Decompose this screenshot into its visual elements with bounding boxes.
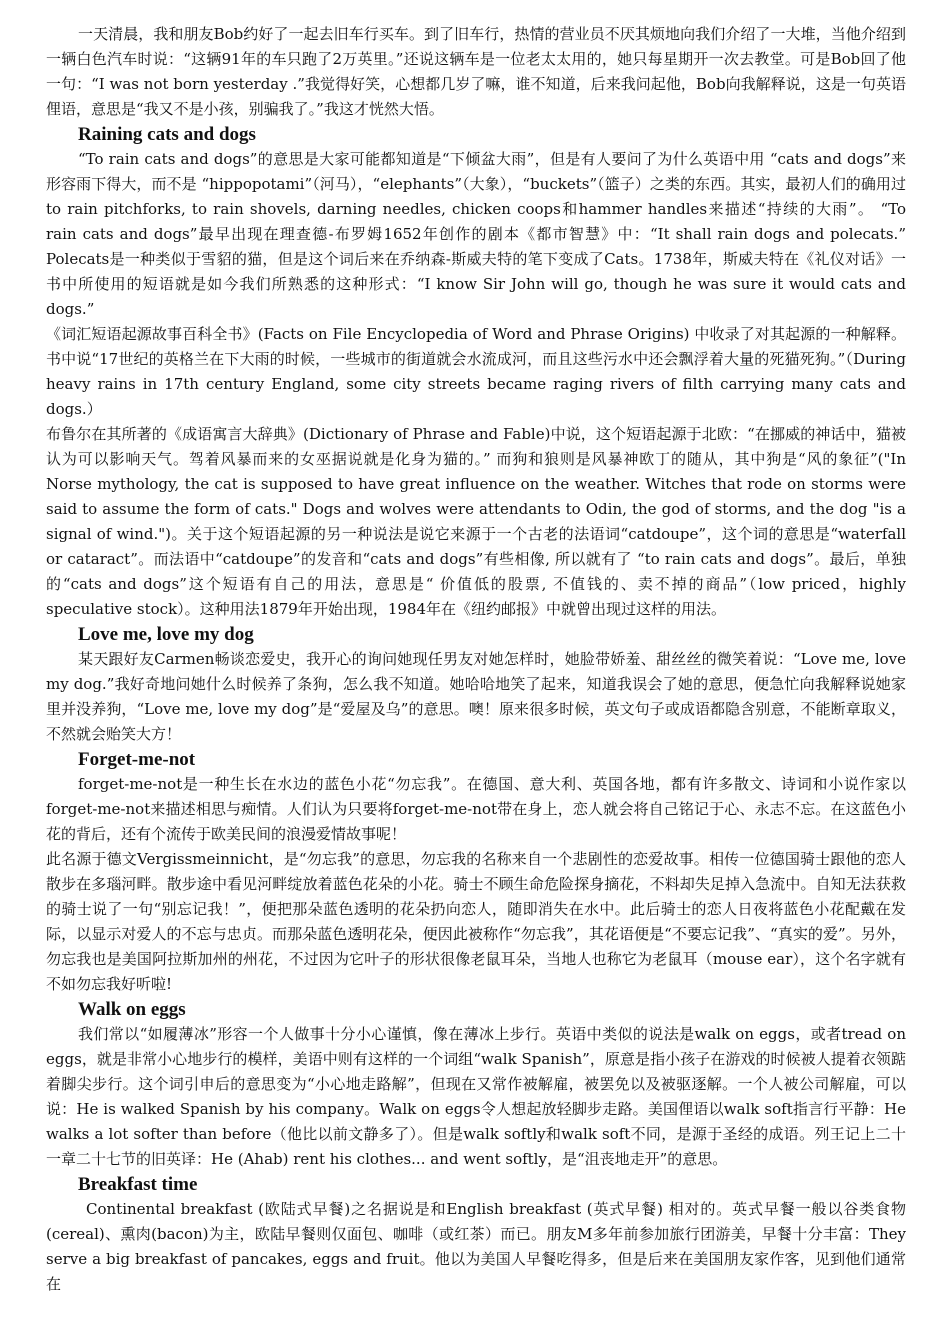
heading-walk-on-eggs: Walk on eggs [78, 999, 186, 1020]
walk-paragraph-1: 我们常以“如履薄冰”形容一个人做事十分小心谨慎，像在薄冰上步行。英语中类似的说法是walk on eggs，或者tread on eggs，就是非常小心地步行的模样，美语中则有这样的一个词组“walk Spanish”，原意是指小孩子在游戏的时候被人提着衣领踮着脚尖步行。这个词引申后的意思变为“小心地走路解”，但现在又常作被解雇，被罢免以及被驱逐解。一个人被公司解雇，可以说：He is walked Spanish by his company。Walk on eggs令人想起放轻脚步走路。美国俚语以walk soft指言行平静：He walks a lot softer than before（他比以前文静多了）。但是walk softly和walk soft不同，是源于圣经的成语。列王记上二十一章二十七节的旧英译：He (Ahab) rent his clothes... and went softly，是“沮丧地走开”的意思。 [46, 1025, 906, 1168]
heading-raining-cats-and-dogs: Raining cats and dogs [78, 124, 256, 145]
heading-love-me-love-my-dog: Love me, love my dog [78, 624, 254, 645]
cats-paragraph-2: 《词汇短语起源故事百科全书》(Facts on File Encyclopedia of Word and Phrase Origins) 中收录了对其起源的一种解释。书中说“17世纪的英格兰在下大雨的时候，一些城市的街道就会水流成河，而且这些污水中还会飘浮着大量的死猫死狗。”（During heavy rains in 17th century England, some city streets became raging rivers of filth carrying many cats and dogs.） [46, 325, 906, 418]
cats-paragraph-1: “To rain cats and dogs”的意思是大家可能都知道是“下倾盆大雨”，但是有人要问了为什么英语中用 “cats and dogs”来形容雨下得大，而不是 “hippopotami”（河马），“elephants”（大象），“buckets”（篮子）之类的东西。其实，最初人们的确用过to rain pitchforks, to rain shovels, darning needles, chicken coops和hammer handles来描述“持续的大雨”。 “To rain cats and dogs”最早出现在理查德-布罗姆1652年创作的剧本《都市智慧》中：“It shall rain dogs and polecats.” Polecats是一种类似于雪貂的猫，但是这个词后来在乔纳森-斯威夫特的笔下变成了Cats。1738年，斯威夫特在《礼仪对话》一书中所使用的短语就是如今我们所熟悉的这种形式：“I know Sir John will go, though he was sure it would cats and dogs.” [46, 150, 906, 318]
forget-paragraph-1: forget-me-not是一种生长在水边的蓝色小花“勿忘我”。在德国、意大利、英国各地，都有许多散文、诗词和小说作家以forget-me-not来描述相思与痴情。人们认为只要将forget-me-not带在身上，恋人就会将自己铭记于心、永志不忘。在这蓝色小花的背后，还有个流传于欧美民间的浪漫爱情故事呢！ [46, 775, 906, 843]
heading-breakfast-time: Breakfast time [78, 1174, 198, 1195]
love-paragraph-1: 某天跟好友Carmen畅谈恋爱史，我开心的询问她现任男友对她怎样时，她脸带娇羞、甜丝丝的微笑着说：“Love me, love my dog.”我好奇地问她什么时候养了条狗，怎么我不知道。她哈哈地笑了起来，知道我误会了她的意思，便急忙向我解释说她家里并没养狗，“Love me, love my dog”是“爱屋及乌”的意思。噢！原来很多时候，英文句子或成语都隐含别意，不能断章取义，不然就会贻笑大方！ [46, 650, 906, 743]
breakfast-paragraph-1: Continental breakfast (欧陆式早餐)之名据说是和English breakfast (英式早餐) 相对的。英式早餐一般以谷类食物(cereal)、熏肉(bacon)为主，欧陆早餐则仅面包、咖啡（或红茶）而已。朋友M多年前参加旅行团游美，早餐十分丰富：They serve a big breakfast of pancakes, eggs and fruit。他以为美国人早餐吃得多，但是后来在美国朋友家作客，见到他们通常在 [46, 1200, 906, 1293]
intro-paragraph: 一天清晨，我和朋友Bob约好了一起去旧车行买车。到了旧车行，热情的营业员不厌其烦地向我们介绍了一大堆，当他介绍到一辆白色汽车时说：“这辆91年的车只跑了2万英里。”还说这辆车是一位老太太用的，她只每星期开一次去教堂。可是Bob回了他一句：“I was not born yesterday .”我觉得好笑，心想都几岁了嘛，谁不知道，后来我问起他，Bob向我解释说，这是一句英语俚语，意思是“我又不是小孩，别骗我了。”我这才恍然大悟。 [46, 25, 906, 118]
heading-forget-me-not: Forget-me-not [78, 749, 196, 770]
forget-paragraph-2: 此名源于德文Vergissmeinnicht，是“勿忘我”的意思，勿忘我的名称来自一个悲剧性的恋爱故事。相传一位德国骑士跟他的恋人散步在多瑙河畔。散步途中看见河畔绽放着蓝色花朵的小花。骑士不顾生命危险探身摘花，不料却失足掉入急流中。自知无法获救的骑士说了一句“别忘记我！”，便把那朵蓝色透明的花朵扔向恋人，随即消失在水中。此后骑士的恋人日夜将蓝色小花配戴在发际，以显示对爱人的不忘与忠贞。而那朵蓝色透明花朵，便因此被称作“勿忘我”，其花语便是“不要忘记我”、“真实的爱”。另外，勿忘我也是美国阿拉斯加州的州花，不过因为它叶子的形状很像老鼠耳朵，当地人也称它为老鼠耳（mouse ear），这个名字就有不如勿忘我好听啦! [46, 850, 906, 993]
cats-paragraph-3: 布鲁尔在其所著的《成语寓言大辞典》(Dictionary of Phrase and Fable)中说，这个短语起源于北欧：“在挪威的神话中，猫被认为可以影响天气。驾着风暴而来的女巫据说就是化身为猫的。” 而狗和狼则是风暴神欧丁的随从，其中狗是“风的象征”("In Norse mythology, the cat is supposed to have great influence on the weather. Witches that rode on storms were said to assume the form of cats." Dogs and wolves were attendants to Odin, the god of storms, and the dog "is a signal of wind.")。关于这个短语起源的另一种说法是说它来源于一个古老的法语词“catdoupe”，这个词的意思是“waterfall or cataract”。而法语中“catdoupe”的发音和“cats and dogs”有些相像, 所以就有了 “to rain cats and dogs”。最后，单独的“cats and dogs”这个短语有自己的用法，意思是“ 价值低的股票, 不值钱的、卖不掉的商品”（low priced，highly speculative stock）。这种用法1879年开始出现，1984年在《纽约邮报》中就曾出现过这样的用法。 [46, 425, 906, 618]
